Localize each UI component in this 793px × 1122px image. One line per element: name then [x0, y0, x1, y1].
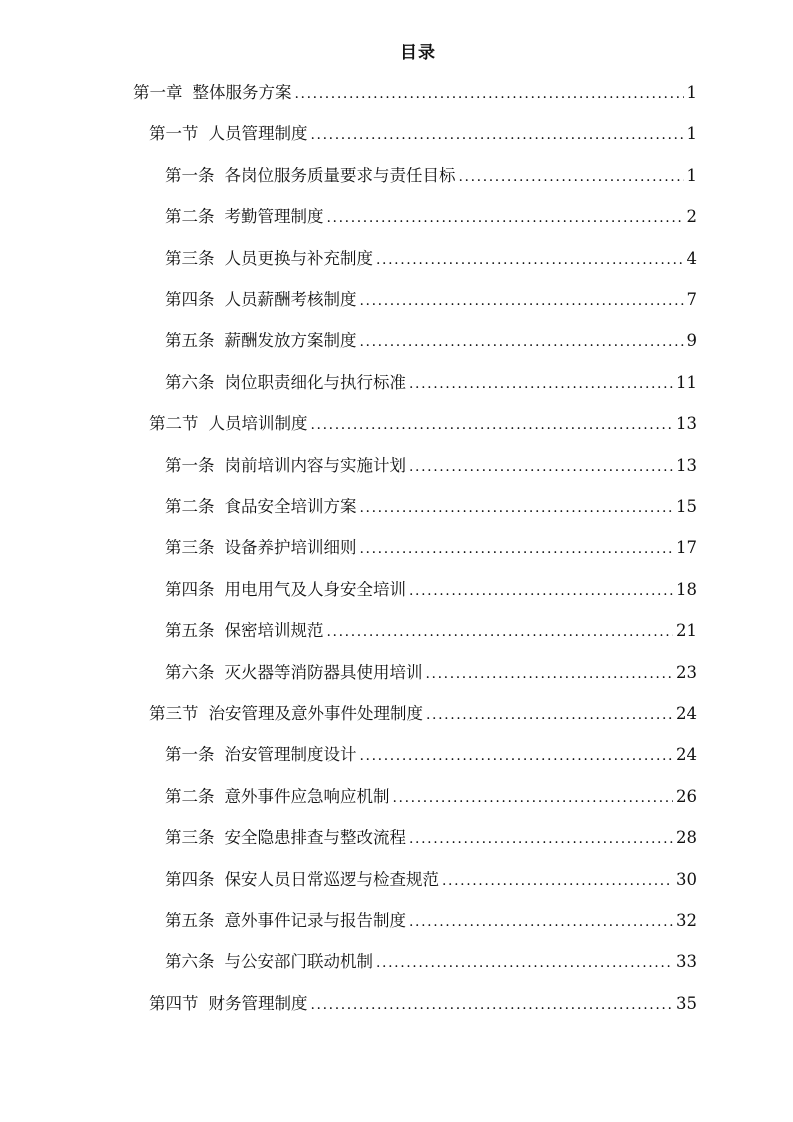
toc-entry-title: 人员培训制度: [208, 414, 308, 434]
toc-entry-number: 第三条: [165, 828, 215, 848]
toc-entry[interactable]: [149, 991, 697, 1017]
toc-page-number: 1: [686, 83, 697, 102]
toc-entry-title: 薪酬发放方案制度: [224, 331, 357, 351]
toc-entry-number: 第四条: [165, 579, 215, 599]
toc-entry-title: 考勤管理制度: [224, 207, 324, 227]
toc-entry-title: 人员管理制度: [208, 124, 308, 144]
toc-entry[interactable]: [165, 494, 697, 520]
toc-entry-number: 第二节: [149, 414, 199, 434]
toc-dot-leader: [311, 412, 674, 437]
toc-page-number: 30: [676, 869, 697, 889]
toc-entry-title: 灭火器等消防器具使用培训: [224, 662, 423, 682]
toc-entry-title: 整体服务方案: [192, 83, 292, 102]
toc-page-number: 2: [686, 207, 697, 227]
toc-page-number: 23: [676, 662, 697, 682]
toc-entry[interactable]: [165, 328, 697, 354]
toc-entry-title: 人员更换与补充制度: [224, 248, 373, 268]
toc-page-number: 13: [676, 455, 697, 475]
toc-dot-leader: [393, 785, 674, 810]
toc-entry[interactable]: [165, 660, 697, 686]
toc-entry[interactable]: [165, 453, 697, 479]
toc-entry-number: 第三条: [165, 538, 215, 558]
toc-entry-title: 岗位职责细化与执行标准: [224, 372, 406, 392]
toc-page-number: 11: [676, 372, 697, 392]
toc-entry-number: 第五条: [165, 331, 215, 351]
toc-dot-leader: [409, 371, 673, 396]
toc-dot-leader: [360, 495, 674, 520]
toc-entry-number: 第四节: [149, 993, 199, 1013]
toc-entry[interactable]: [149, 701, 697, 727]
toc-dot-leader: [426, 661, 674, 686]
toc-entry-title: 岗前培训内容与实施计划: [224, 455, 406, 475]
toc-entry[interactable]: [133, 80, 697, 106]
toc-entry[interactable]: [165, 577, 697, 603]
toc-entry-title: 食品安全培训方案: [224, 497, 357, 516]
toc-entry-title: 财务管理制度: [208, 993, 308, 1013]
toc-entry-number: 第一条: [165, 455, 215, 475]
toc-page-number: 15: [676, 497, 697, 516]
toc-dot-leader: [376, 950, 673, 975]
toc-page-number: 24: [676, 745, 697, 765]
toc-entry[interactable]: [165, 949, 697, 975]
toc-entry-number: 第四条: [165, 869, 215, 889]
toc-entry[interactable]: [149, 411, 697, 437]
toc-entry-title: 与公安部门联动机制: [224, 952, 373, 972]
toc-page-number: 17: [676, 538, 697, 558]
toc-page-number: 33: [676, 952, 697, 972]
toc-dot-leader: [311, 122, 684, 147]
toc-page-number: 21: [676, 621, 697, 641]
toc-entry-number: 第一节: [149, 124, 199, 144]
toc-entry-title: 保安人员日常巡逻与检查规范: [224, 869, 439, 889]
toc-entry-title: 意外事件应急响应机制: [224, 786, 390, 806]
toc-entry[interactable]: [165, 618, 697, 644]
toc-page-number: 13: [676, 414, 697, 434]
toc-entry-number: 第一条: [165, 165, 215, 185]
toc-dot-leader: [442, 868, 673, 893]
toc-page-number: 26: [676, 786, 697, 806]
toc-page-number: 9: [686, 331, 697, 351]
toc-dot-leader: [360, 536, 674, 561]
toc-entry[interactable]: [165, 867, 697, 893]
toc-dot-leader: [409, 454, 673, 479]
toc-entry-number: 第六条: [165, 662, 215, 682]
toc-page-number: 1: [686, 124, 697, 144]
toc-entry[interactable]: [165, 784, 697, 810]
toc-entry-number: 第二条: [165, 207, 215, 227]
toc-page-number: 28: [676, 828, 697, 848]
toc-entry-number: 第一章: [133, 83, 183, 102]
toc-entry-title: 保密培训规范: [224, 621, 324, 641]
toc-page-number: 7: [686, 290, 697, 309]
toc-entry-title: 安全隐患排查与整改流程: [224, 828, 406, 848]
toc-dot-leader: [409, 826, 673, 851]
toc-dot-leader: [360, 329, 684, 354]
toc-entry-number: 第五条: [165, 621, 215, 641]
toc-entry-title: 意外事件记录与报告制度: [224, 911, 406, 930]
toc-entry-number: 第六条: [165, 372, 215, 392]
toc-entry-title: 各岗位服务质量要求与责任目标: [224, 165, 456, 185]
toc-dot-leader: [311, 992, 674, 1017]
toc-page-number: 1: [686, 165, 697, 185]
toc-entry-title: 用电用气及人身安全培训: [224, 579, 406, 599]
toc-entry[interactable]: [165, 742, 697, 768]
toc-page-number: 32: [676, 911, 697, 930]
toc-dot-leader: [459, 164, 684, 189]
toc-page-number: 4: [686, 248, 697, 268]
toc-entry[interactable]: [165, 825, 697, 851]
toc-entry[interactable]: [149, 121, 697, 147]
toc-entry[interactable]: [165, 287, 697, 313]
toc-dot-leader: [409, 909, 673, 934]
toc-entry-number: 第三条: [165, 248, 215, 268]
toc-entry-number: 第五条: [165, 911, 215, 930]
toc-dot-leader: [295, 81, 684, 106]
toc-entry-number: 第三节: [149, 704, 199, 723]
toc-dot-leader: [327, 205, 684, 230]
toc-dot-leader: [360, 743, 674, 768]
toc-entry-title: 治安管理及意外事件处理制度: [208, 704, 423, 723]
toc-dot-leader: [327, 619, 674, 644]
toc-page-number: 35: [676, 993, 697, 1013]
toc-entry[interactable]: [165, 163, 697, 189]
toc-page-number: 18: [676, 579, 697, 599]
toc-entry-title: 人员薪酬考核制度: [224, 290, 357, 309]
toc-title: 目录: [400, 43, 436, 63]
toc-dot-leader: [426, 702, 673, 727]
toc-entry[interactable]: [165, 246, 697, 272]
toc-entry[interactable]: [165, 204, 697, 230]
toc-entry-number: 第六条: [165, 952, 215, 972]
toc-dot-leader: [360, 288, 684, 313]
toc-entry[interactable]: [165, 908, 697, 934]
toc-entry-number: 第二条: [165, 786, 215, 806]
toc-dot-leader: [376, 247, 684, 272]
toc-entry-number: 第二条: [165, 497, 215, 516]
toc-entry-title: 治安管理制度设计: [224, 745, 357, 765]
toc-entry[interactable]: [165, 370, 697, 396]
toc-entry-title: 设备养护培训细则: [224, 538, 357, 558]
toc-entry-number: 第一条: [165, 745, 215, 765]
toc-dot-leader: [409, 578, 673, 603]
toc-entry-number: 第四条: [165, 290, 215, 309]
toc-entry[interactable]: [165, 535, 697, 561]
toc-page-number: 24: [676, 704, 697, 723]
